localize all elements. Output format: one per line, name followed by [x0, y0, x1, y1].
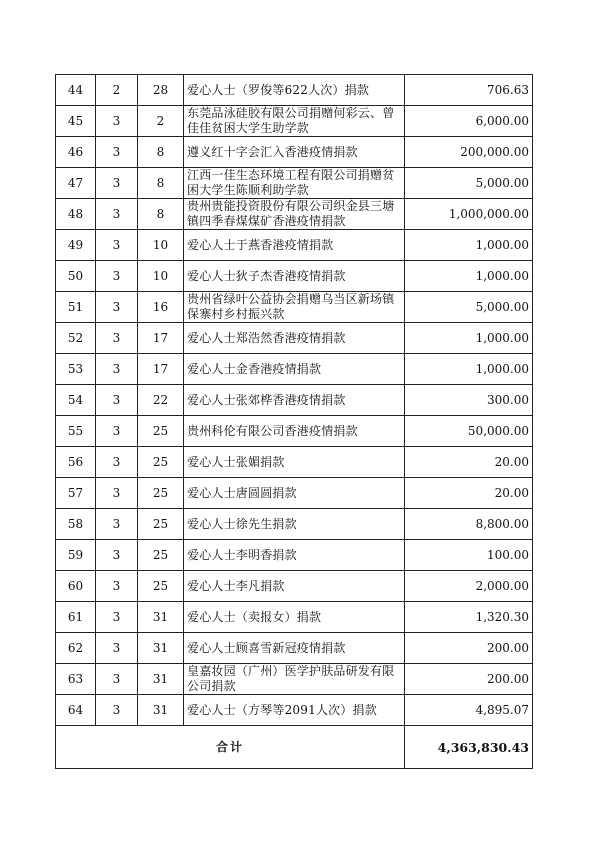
description-cell: 爱心人士（卖报女）捐款 — [184, 602, 405, 633]
row-number-cell: 49 — [56, 230, 96, 261]
description-cell: 皇嘉妆园（广州）医学护肤品研发有限公司捐款 — [184, 664, 405, 695]
amount-cell: 200,000.00 — [405, 137, 533, 168]
total-label: 合计 — [56, 726, 405, 769]
description-cell: 爱心人士李凡捐款 — [184, 571, 405, 602]
amount-cell: 50,000.00 — [405, 416, 533, 447]
table-row — [56, 106, 533, 137]
table-row — [56, 478, 533, 509]
amount-cell: 706.63 — [405, 75, 533, 106]
day-cell: 22 — [138, 385, 184, 416]
day-cell: 10 — [138, 230, 184, 261]
row-number-cell: 59 — [56, 540, 96, 571]
month-cell: 3 — [96, 695, 138, 726]
row-number-cell: 61 — [56, 602, 96, 633]
table-row — [56, 75, 533, 106]
day-cell: 2 — [138, 106, 184, 137]
row-number-cell: 64 — [56, 695, 96, 726]
day-cell: 25 — [138, 478, 184, 509]
description-cell: 江西一佳生态环境工程有限公司捐赠贫困大学生陈顺利助学款 — [184, 168, 405, 199]
row-number-cell: 57 — [56, 478, 96, 509]
description-cell: 爱心人士张郊桦香港疫情捐款 — [184, 385, 405, 416]
description-cell: 贵州科伦有限公司香港疫情捐款 — [184, 416, 405, 447]
table-row — [56, 664, 533, 695]
table-body — [56, 75, 533, 726]
month-cell: 3 — [96, 106, 138, 137]
description-cell: 爱心人士（方琴等2091人次）捐款 — [184, 695, 405, 726]
table-row — [56, 633, 533, 664]
description-cell: 爱心人士郑浩然香港疫情捐款 — [184, 323, 405, 354]
table-row — [56, 230, 533, 261]
month-cell: 3 — [96, 230, 138, 261]
day-cell: 25 — [138, 571, 184, 602]
month-cell: 3 — [96, 292, 138, 323]
description-cell: 爱心人士唐圆圆捐款 — [184, 478, 405, 509]
month-cell: 3 — [96, 447, 138, 478]
day-cell: 17 — [138, 354, 184, 385]
row-number-cell: 53 — [56, 354, 96, 385]
row-number-cell: 55 — [56, 416, 96, 447]
month-cell: 3 — [96, 478, 138, 509]
month-cell: 3 — [96, 168, 138, 199]
month-cell: 3 — [96, 633, 138, 664]
amount-cell: 4,895.07 — [405, 695, 533, 726]
table-row — [56, 168, 533, 199]
day-cell: 17 — [138, 323, 184, 354]
table-row — [56, 571, 533, 602]
row-number-cell: 58 — [56, 509, 96, 540]
row-number-cell: 52 — [56, 323, 96, 354]
table-row — [56, 137, 533, 168]
amount-cell: 5,000.00 — [405, 292, 533, 323]
table-row — [56, 540, 533, 571]
table-row — [56, 199, 533, 230]
description-cell: 爱心人士顾喜雪新冠疫情捐款 — [184, 633, 405, 664]
amount-cell: 1,000.00 — [405, 230, 533, 261]
row-number-cell: 51 — [56, 292, 96, 323]
month-cell: 2 — [96, 75, 138, 106]
day-cell: 25 — [138, 416, 184, 447]
day-cell: 8 — [138, 199, 184, 230]
row-number-cell: 45 — [56, 106, 96, 137]
donation-table — [55, 74, 533, 769]
table-row — [56, 447, 533, 478]
amount-cell: 200.00 — [405, 664, 533, 695]
description-cell: 东莞品泳硅胶有限公司捐赠何彩云、曾佳佳贫困大学生助学款 — [184, 106, 405, 137]
month-cell: 3 — [96, 664, 138, 695]
month-cell: 3 — [96, 199, 138, 230]
row-number-cell: 50 — [56, 261, 96, 292]
row-number-cell: 46 — [56, 137, 96, 168]
day-cell: 10 — [138, 261, 184, 292]
description-cell: 爱心人士（罗俊等622人次）捐款 — [184, 75, 405, 106]
amount-cell: 20.00 — [405, 478, 533, 509]
day-cell: 25 — [138, 540, 184, 571]
amount-cell: 300.00 — [405, 385, 533, 416]
table-row — [56, 602, 533, 633]
month-cell: 3 — [96, 602, 138, 633]
amount-cell: 2,000.00 — [405, 571, 533, 602]
amount-cell: 1,320.30 — [405, 602, 533, 633]
row-number-cell: 54 — [56, 385, 96, 416]
day-cell: 28 — [138, 75, 184, 106]
description-cell: 贵州省绿叶公益协会捐赠乌当区新场镇保寨村乡村振兴款 — [184, 292, 405, 323]
amount-cell: 5,000.00 — [405, 168, 533, 199]
day-cell: 8 — [138, 168, 184, 199]
row-number-cell: 60 — [56, 571, 96, 602]
table-row — [56, 261, 533, 292]
table-row — [56, 416, 533, 447]
amount-cell: 6,000.00 — [405, 106, 533, 137]
table-row — [56, 292, 533, 323]
table-row — [56, 385, 533, 416]
day-cell: 16 — [138, 292, 184, 323]
month-cell: 3 — [96, 323, 138, 354]
day-cell: 25 — [138, 447, 184, 478]
month-cell: 3 — [96, 385, 138, 416]
month-cell: 3 — [96, 261, 138, 292]
day-cell: 31 — [138, 695, 184, 726]
amount-cell: 8,800.00 — [405, 509, 533, 540]
day-cell: 8 — [138, 137, 184, 168]
row-number-cell: 62 — [56, 633, 96, 664]
amount-cell: 100.00 — [405, 540, 533, 571]
total-amount: 4,363,830.43 — [405, 726, 533, 769]
row-number-cell: 56 — [56, 447, 96, 478]
month-cell: 3 — [96, 571, 138, 602]
row-number-cell: 47 — [56, 168, 96, 199]
table-row — [56, 354, 533, 385]
amount-cell: 20.00 — [405, 447, 533, 478]
month-cell: 3 — [96, 509, 138, 540]
table-row — [56, 695, 533, 726]
month-cell: 3 — [96, 137, 138, 168]
amount-cell: 1,000.00 — [405, 354, 533, 385]
table-row — [56, 323, 533, 354]
amount-cell: 1,000,000.00 — [405, 199, 533, 230]
month-cell: 3 — [96, 540, 138, 571]
row-number-cell: 44 — [56, 75, 96, 106]
description-cell: 爱心人士金香港疫情捐款 — [184, 354, 405, 385]
description-cell: 爱心人士徐先生捐款 — [184, 509, 405, 540]
month-cell: 3 — [96, 354, 138, 385]
description-cell: 爱心人士李明香捐款 — [184, 540, 405, 571]
day-cell: 25 — [138, 509, 184, 540]
description-cell: 爱心人士于燕香港疫情捐款 — [184, 230, 405, 261]
table-row — [56, 509, 533, 540]
row-number-cell: 63 — [56, 664, 96, 695]
day-cell: 31 — [138, 664, 184, 695]
description-cell: 爱心人士张媚捐款 — [184, 447, 405, 478]
amount-cell: 1,000.00 — [405, 261, 533, 292]
day-cell: 31 — [138, 602, 184, 633]
description-cell: 爱心人士狄子杰香港疫情捐款 — [184, 261, 405, 292]
day-cell: 31 — [138, 633, 184, 664]
description-cell: 贵州贵能投资股份有限公司织金县三塘镇四季春煤煤矿香港疫情捐款 — [184, 199, 405, 230]
description-cell: 遵义红十字会汇入香港疫情捐款 — [184, 137, 405, 168]
amount-cell: 1,000.00 — [405, 323, 533, 354]
total-row — [56, 726, 533, 769]
amount-cell: 200.00 — [405, 633, 533, 664]
row-number-cell: 48 — [56, 199, 96, 230]
month-cell: 3 — [96, 416, 138, 447]
